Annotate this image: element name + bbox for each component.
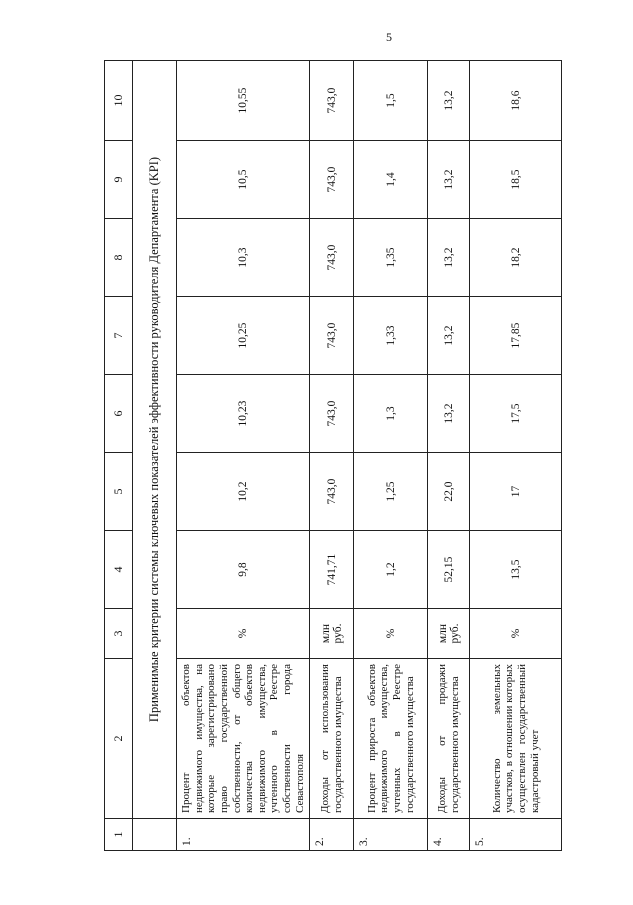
row-value: 1,35	[354, 219, 428, 297]
table-row	[354, 61, 428, 851]
row-number: 5.	[470, 819, 562, 851]
row-value: 17,5	[470, 375, 562, 453]
row-value: 1,4	[354, 141, 428, 219]
header-cell: 7	[105, 297, 133, 375]
row-number: 4.	[428, 819, 470, 851]
row-value: 10,23	[177, 375, 310, 453]
row-number: 2.	[310, 819, 354, 851]
row-value: 743,0	[310, 61, 354, 141]
table-row	[428, 61, 470, 851]
row-value: 743,0	[310, 219, 354, 297]
row-value: 10,55	[177, 61, 310, 141]
table-row	[310, 61, 354, 851]
header-cell: 2	[105, 659, 133, 819]
row-value: 1,3	[354, 375, 428, 453]
row-description: Доходы от продажи государственного имущества	[428, 659, 470, 819]
row-value: 743,0	[310, 453, 354, 531]
row-unit: %	[177, 609, 310, 659]
row-value: 18,2	[470, 219, 562, 297]
title-row	[133, 61, 177, 851]
row-value: 743,0	[310, 141, 354, 219]
row-unit: %	[354, 609, 428, 659]
row-value: 17,85	[470, 297, 562, 375]
header-cell: 9	[105, 141, 133, 219]
row-value: 13,2	[428, 61, 470, 141]
row-value: 1,33	[354, 297, 428, 375]
row-value: 18,6	[470, 61, 562, 141]
row-value: 13,5	[470, 531, 562, 609]
row-value: 10,25	[177, 297, 310, 375]
table-title: Применимые критерии системы ключевых показателей эффективности руководителя Департамента (KPI)	[133, 61, 177, 819]
kpi-table	[104, 60, 562, 851]
table-row	[470, 61, 562, 851]
row-value: 743,0	[310, 375, 354, 453]
row-value: 741,71	[310, 531, 354, 609]
header-cell: 8	[105, 219, 133, 297]
page-number: 5	[386, 30, 392, 44]
row-value: 1,25	[354, 453, 428, 531]
header-cell: 4	[105, 531, 133, 609]
row-value: 13,2	[428, 141, 470, 219]
row-value: 10,5	[177, 141, 310, 219]
row-value: 22,0	[428, 453, 470, 531]
row-unit: %	[470, 609, 562, 659]
header-row	[105, 61, 133, 851]
header-cell: 1	[105, 819, 133, 851]
row-value: 9,8	[177, 531, 310, 609]
row-value: 10,3	[177, 219, 310, 297]
row-number: 3.	[354, 819, 428, 851]
row-description: Доходы от использования государственного имущества	[310, 659, 354, 819]
row-value: 18,5	[470, 141, 562, 219]
row-value: 743,0	[310, 297, 354, 375]
header-cell: 6	[105, 375, 133, 453]
row-value: 13,2	[428, 375, 470, 453]
table-row	[177, 61, 310, 851]
row-unit: млн руб.	[310, 609, 354, 659]
row-description: Процент прироста объектов недвижимого имущества, учтенных в Реестре государственного имущества	[354, 659, 428, 819]
row-value: 1,2	[354, 531, 428, 609]
row-value: 1,5	[354, 61, 428, 141]
row-value: 13,2	[428, 297, 470, 375]
row-description: Количество земельных участков, в отношении которых осуществлен государственный кадастровый учет	[470, 659, 562, 819]
row-unit: млн руб.	[428, 609, 470, 659]
header-cell: 3	[105, 609, 133, 659]
row-value: 10,2	[177, 453, 310, 531]
row-value: 13,2	[428, 219, 470, 297]
rotated-table-container	[104, 61, 558, 851]
header-cell: 10	[105, 61, 133, 141]
row-description: Процент объектов недвижимого имущества, на которые зарегистрировано право государственной собственности, от общего количества объектов недвижимого имущества, учтенного в Реестре собственности города Севастополя	[177, 659, 310, 819]
row-value: 52,15	[428, 531, 470, 609]
row-number: 1.	[177, 819, 310, 851]
title-spacer	[133, 819, 177, 851]
header-cell: 5	[105, 453, 133, 531]
row-value: 17	[470, 453, 562, 531]
